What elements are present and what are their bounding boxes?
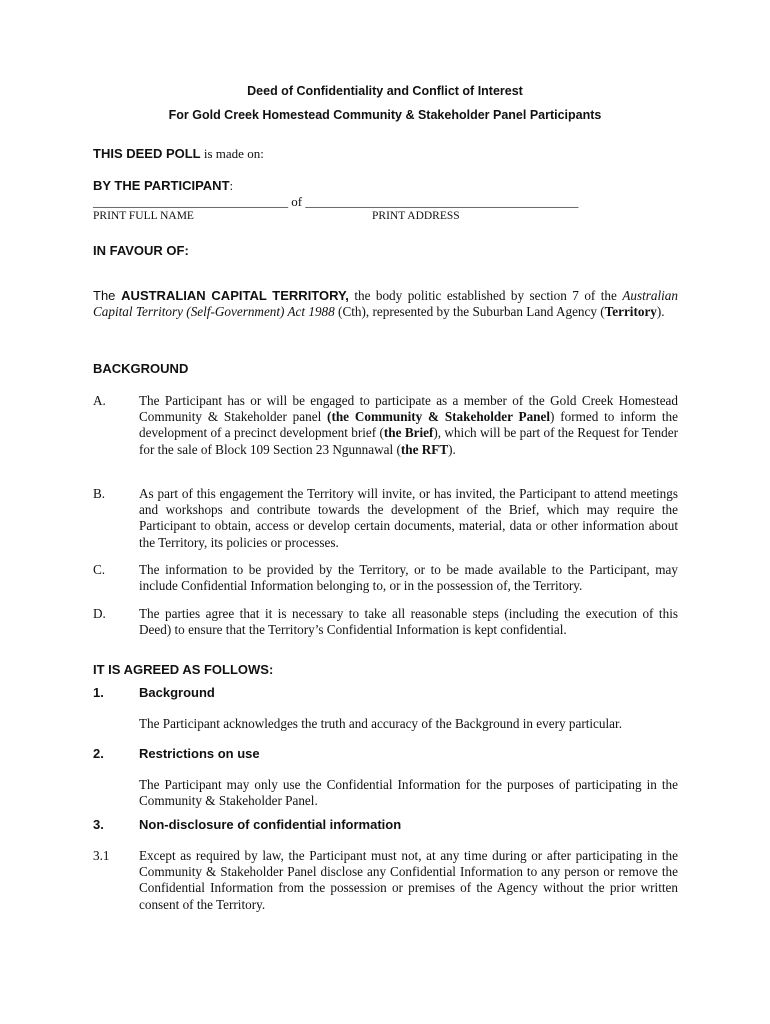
- recital-c-text: The information to be provided by the Territory, or to be made available to the Participant, may include Confidential Information belonging to, or in the possession of, the Territory.: [139, 562, 678, 594]
- territory-paragraph: [93, 288, 678, 320]
- recital-a-text: [139, 393, 678, 458]
- section-title: Non-disclosure of confidential information: [139, 817, 402, 832]
- recital-letter: D.: [93, 606, 106, 621]
- deed-poll-line: [93, 146, 264, 162]
- clause-3-1-text: Except as required by law, the Participant must not, at any time during or after participating in the Community & Stakeholder Panel disclose any Confidential Information to any person or remove the Confidential Information from the possession or premises of the Agency without the prior written consent of the Territory.: [139, 848, 678, 912]
- territory-name: AUSTRALIAN CAPITAL TERRITORY,: [121, 288, 349, 303]
- recital-letter: C.: [93, 562, 106, 577]
- deed-poll-label: THIS DEED POLL: [93, 146, 201, 161]
- name-caption: PRINT FULL NAME: [93, 210, 194, 222]
- territory-text1: the body politic established by section 7 of the: [348, 288, 623, 303]
- recital-a-b2: the Brief: [383, 425, 434, 441]
- section-title: Restrictions on use: [139, 746, 260, 761]
- territory-short: Territory: [604, 304, 657, 320]
- recital-a-t1: The Participant has or will be engaged to participate as a member of the Gold Creek Homestead Community & Stakeholder panel: [139, 393, 678, 425]
- name-fill-line[interactable]: ______________________________: [93, 194, 288, 209]
- document-subtitle: For Gold Creek Homestead Community & Stakeholder Panel Participants: [168, 108, 602, 122]
- recital-letter: A.: [93, 393, 106, 408]
- agreed-heading: IT IS AGREED AS FOLLOWS:: [93, 662, 274, 677]
- participant-heading: [93, 178, 233, 194]
- participant-label: BY THE PARTICIPANT: [93, 178, 230, 193]
- recital-d-text: The parties agree that it is necessary to take all reasonable steps (including the execution of this Deed) to ensure that the Territory’s Confidential Information is kept confidential.: [139, 606, 678, 638]
- of-text: of: [288, 194, 306, 209]
- recital-a-t2: ) formed to inform the development of a precinct development brief (: [139, 409, 679, 441]
- recital-a-t4: ).: [448, 441, 456, 457]
- section-number: 2.: [93, 746, 104, 761]
- territory-act: Australian Capital Territory (Self-Government) Act 1988: [93, 288, 678, 320]
- participant-fill-line: [93, 194, 578, 210]
- territory-the: The: [93, 288, 122, 303]
- territory-text2: (Cth), represented by the Suburban Land Agency (: [334, 304, 605, 320]
- address-fill-line[interactable]: __________________________________________: [305, 194, 579, 209]
- recital-b-text: As part of this engagement the Territory will invite, or has invited, the Participant to attend meetings and workshops and contribute towards the development of the Brief, which may require the Participant to obtain, access or develop certain documents, material, data or other information about the Territory, its policies or processes.: [139, 486, 678, 550]
- territory-text3: ).: [656, 304, 665, 320]
- section-text: The Participant may only use the Confidential Information for the purposes of participating in the Community & Stakeholder Panel.: [139, 777, 678, 809]
- clause-number: 3.1: [93, 848, 110, 863]
- document-title: Deed of Confidentiality and Conflict of Interest: [247, 84, 523, 98]
- recital-a-t3: ), which will be part of the Request for Tender for the sale of Block 109 Section 23 Ngunnawal (: [139, 425, 678, 457]
- address-caption: PRINT ADDRESS: [372, 210, 460, 222]
- recital-a-b3: the RFT: [400, 441, 449, 457]
- section-number: 1.: [93, 685, 104, 700]
- recital-a-b1: (the Community & Stakeholder Panel: [327, 409, 551, 425]
- in-favour-heading: IN FAVOUR OF:: [93, 243, 189, 258]
- recital-letter: B.: [93, 486, 106, 501]
- section-text: The Participant acknowledges the truth and accuracy of the Background in every particular.: [139, 716, 622, 731]
- participant-colon: :: [229, 178, 234, 193]
- background-heading: BACKGROUND: [93, 361, 189, 376]
- section-number: 3.: [93, 817, 104, 832]
- deed-poll-rest: is made on:: [200, 146, 264, 161]
- section-title: Background: [139, 685, 215, 700]
